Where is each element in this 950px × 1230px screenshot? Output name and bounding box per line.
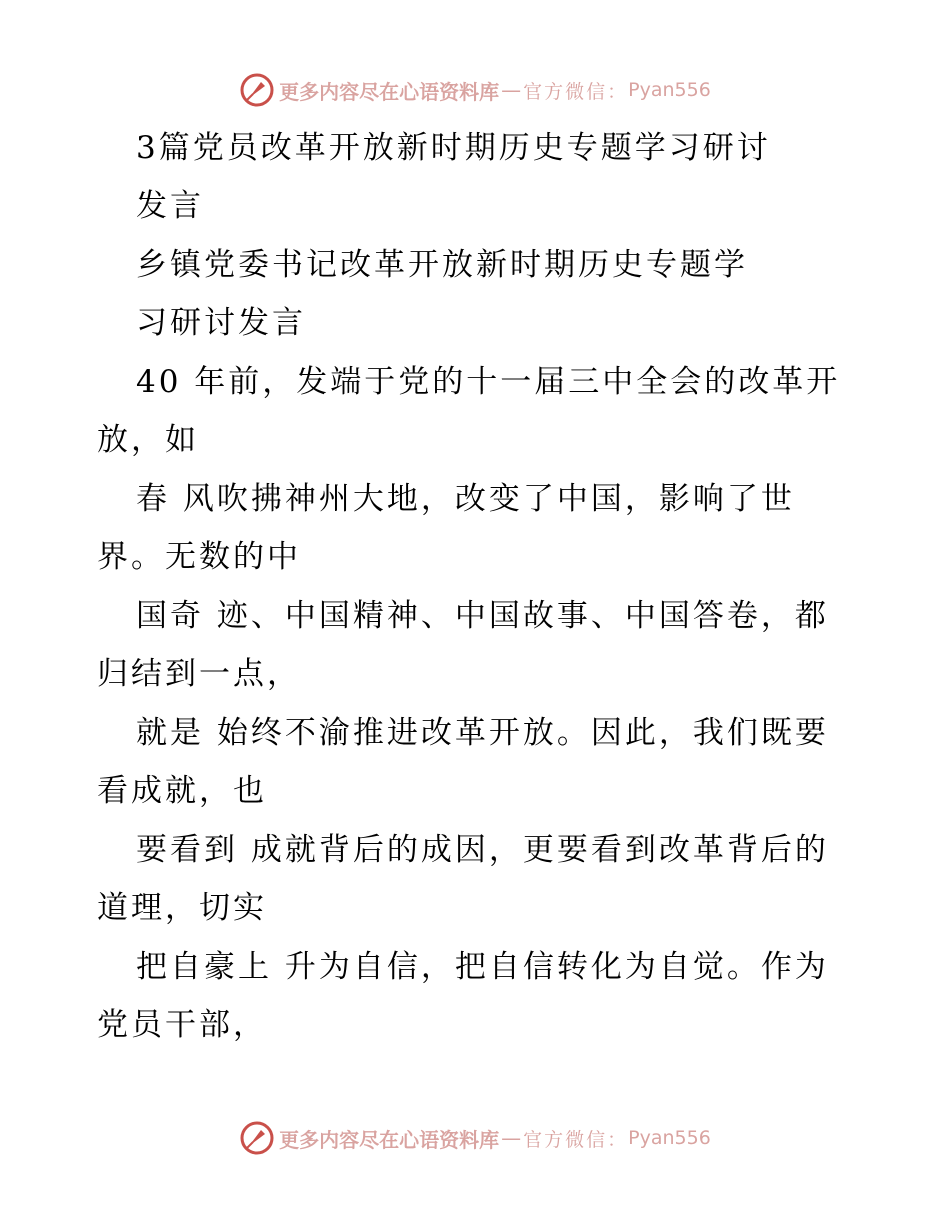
watermark-sub-text: 官方微信： xyxy=(523,80,629,103)
quill-logo-icon xyxy=(239,72,275,108)
paragraph-line: 党员干部， xyxy=(97,1007,267,1043)
paragraph-line: 道理，切实 xyxy=(97,890,267,926)
paragraph-line: 40 年前，发端于党的十一届三中全会的改革开 xyxy=(136,364,841,400)
watermark-wechat-id: Pyan556 xyxy=(628,1127,711,1149)
watermark-wechat-id: Pyan556 xyxy=(628,79,711,101)
title-line-1: 3篇党员改革开放新时期历史专题学习研讨 xyxy=(136,130,771,166)
paragraph-line: 要看到 成就背后的成因，更要看到改革背后的 xyxy=(136,832,829,868)
watermark-sub-text: 官方微信： xyxy=(523,1128,629,1151)
watermark-dash: — xyxy=(501,1126,522,1150)
paragraph-line: 就是 始终不渝推进改革开放。因此，我们既要 xyxy=(136,715,829,751)
paragraph-line: 把自豪上 升为自信，把自信转化为自觉。作为 xyxy=(136,949,829,985)
quill-logo-icon xyxy=(239,1120,275,1156)
header-watermark xyxy=(0,70,950,110)
title-line-2: 发言 xyxy=(136,188,204,224)
paragraph-line: 国奇 迹、中国精神、中国故事、中国答卷，都 xyxy=(136,598,829,634)
paragraph-line: 看成就，也 xyxy=(97,773,267,809)
watermark-main-text: 更多内容尽在心语资料库 xyxy=(279,1127,500,1152)
footer-watermark xyxy=(0,1118,950,1158)
subtitle-line-1: 乡镇党委书记改革开放新时期历史专题学 xyxy=(136,247,748,283)
paragraph-line: 界。无数的中 xyxy=(97,539,301,575)
subtitle-line-2: 习研讨发言 xyxy=(136,305,306,341)
paragraph-line: 放，如 xyxy=(97,422,199,458)
watermark-dash: — xyxy=(501,78,522,102)
paragraph-line: 归结到一点， xyxy=(97,656,301,692)
watermark-main-text: 更多内容尽在心语资料库 xyxy=(279,79,500,104)
paragraph-line: 春 风吹拂神州大地，改变了中国，影响了世 xyxy=(136,481,795,517)
